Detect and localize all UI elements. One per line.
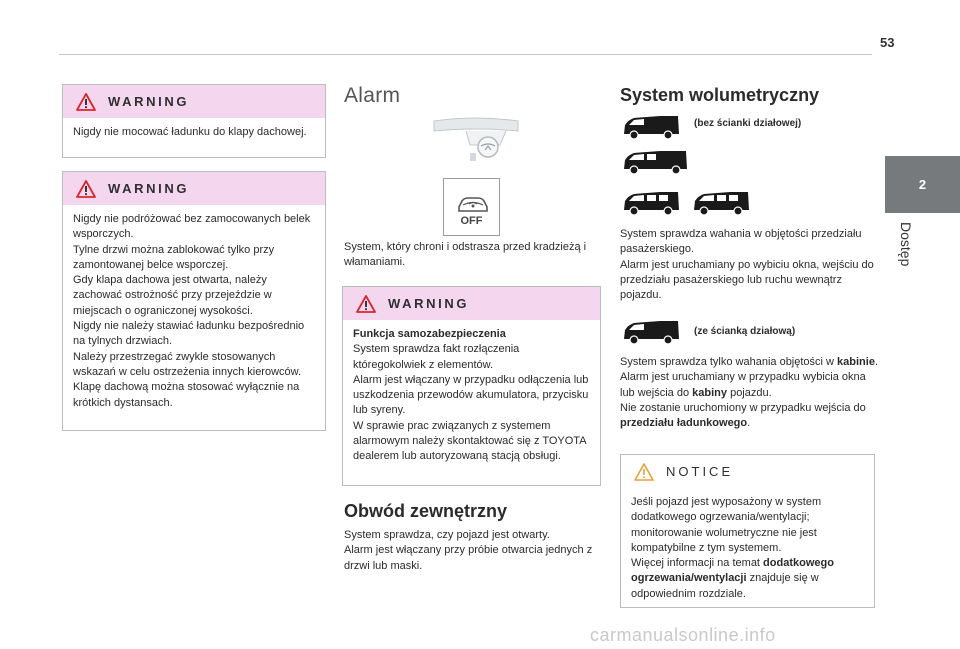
notice-header xyxy=(621,455,874,488)
notice-box-heating xyxy=(620,454,875,608)
van-passenger-icon xyxy=(620,191,682,215)
text-run: . xyxy=(874,356,879,368)
warning-triangle-icon xyxy=(356,295,376,313)
watermark: carmanualsonline.info xyxy=(590,625,776,645)
volumetric-description: System sprawdza wahania w objętości przedziału pasażerskiego. Alarm jest uruchamiany po wybiciu okna, wejściu do przedziału pasażerskiego lub ruchu wewnątrz pojazdu. xyxy=(620,228,874,302)
perimeter-description: System sprawdza, czy pojazd jest otwarty. Alarm jest włączany przy próbie otwarcia jednych z drzwi lub maski. xyxy=(344,529,593,572)
text-run: System sprawdza tylko wahania objętości w xyxy=(620,356,838,368)
chapter-number: 2 xyxy=(918,177,927,192)
text-run: znajduje się w odpowiednim rozdziale. xyxy=(631,572,819,600)
text-run: Nie zostanie uruchomiony w przypadku wejścia do xyxy=(620,401,866,414)
bold-term: przedziału ładunkowego xyxy=(620,417,748,430)
text-run: . xyxy=(747,417,751,430)
text-run: Alarm jest uruchamiany w przypadku wybicia okna lub wejścia do xyxy=(620,371,866,399)
notice-title: NOTICE xyxy=(666,464,734,479)
bold-term: dodatkowego ogrzewania/wentylacji xyxy=(631,557,834,585)
warning-text: Nigdy nie mocować ładunku do klapy dachowej. xyxy=(73,126,307,138)
alarm-off-label: OFF xyxy=(460,215,483,227)
van-crew-cab-icon xyxy=(620,150,690,174)
van-passenger-long-icon xyxy=(690,191,752,215)
alarm-heading: Alarm xyxy=(344,84,401,107)
alarm-description: System, który chroni i odstrasza przed kradzieżą i włamaniami. xyxy=(344,241,587,269)
perimeter-heading: Obwód zewnętrzny xyxy=(344,501,508,521)
chapter-label: Dostęp xyxy=(898,222,914,267)
with-bulkhead-label: (ze ścianką działową) xyxy=(694,326,796,337)
notice-triangle-icon xyxy=(634,463,654,481)
text-run: pojazdu. xyxy=(727,386,772,399)
warning-box-roof-load xyxy=(62,84,326,158)
rear-view-mirror-sensor-icon xyxy=(430,115,522,165)
warning-title: WARNING xyxy=(388,296,470,311)
bulkhead-description xyxy=(620,355,880,431)
alarm-car-icon xyxy=(456,192,490,214)
van-bulkhead-icon xyxy=(620,320,682,344)
warning-triangle-icon xyxy=(76,180,96,198)
volumetric-heading: System wolumetryczny xyxy=(620,85,820,105)
warning-title: WARNING xyxy=(108,94,190,109)
warning-header xyxy=(63,172,325,205)
text-run: Jeśli pojazd jest wyposażony w system dodatkowego ogrzewania/wentylacji; monitorowanie wolumetryczne nie jest kompatybilne z tym systemem. Więcej informacji na temat xyxy=(631,496,822,570)
warning-header xyxy=(343,287,600,320)
warning-triangle-icon xyxy=(76,93,96,111)
bold-term: kabinie xyxy=(837,356,875,368)
warning-text: Nigdy nie podróżować bez zamocowanych belek wsporczych. Tylne drzwi można zablokować tylko przy zamontowanej belce wsporczej. Gdy klapa dachowa jest otwarta, należy zachować ostrożność przy przejeździe w miejscach o ograniczonej wysokości. Nigdy nie należy stawiać ładunku bezpośrednio na tylnych drzwiach. Należy przestrzegać zwykle stosowanych wskazań w celu ostrzeżenia innych kierowców. Klapę dachową można stosować wyłącznie na krótkich dystansach. xyxy=(73,213,311,409)
warning-box-roof-bars xyxy=(62,171,326,431)
warning-header xyxy=(63,85,325,118)
alarm-off-button[interactable] xyxy=(443,178,500,236)
header-rule xyxy=(59,54,872,55)
warning-heading: Funkcja samozabezpieczenia xyxy=(353,328,506,340)
warning-title: WARNING xyxy=(108,181,190,196)
warning-content xyxy=(343,320,600,472)
warning-text: System sprawdza fakt rozłączenia któregokolwiek z elementów. Alarm jest włączany w przypadku odłączenia lub uszkodzenia przewodów akumulatora, przycisku lub syreny. W sprawie prac związanych z systemem alarmowym należy skontaktować się z TOYOTA dealerem lub autoryzowaną stacją obsługi. xyxy=(353,343,589,463)
chapter-tab[interactable] xyxy=(885,156,960,213)
no-bulkhead-label: (bez ścianki działowej) xyxy=(694,118,802,129)
bold-term: kabiny xyxy=(692,386,728,399)
page-number: 53 xyxy=(880,35,895,50)
warning-box-self-protection xyxy=(342,286,601,486)
van-short-icon xyxy=(620,115,682,139)
notice-text xyxy=(621,488,874,609)
